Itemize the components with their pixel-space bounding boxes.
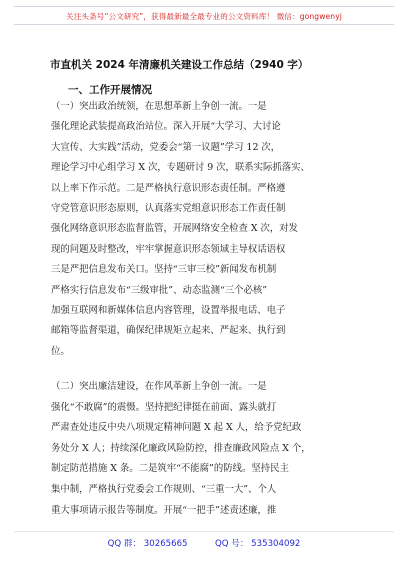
header-divider — [14, 24, 394, 25]
footer-qq-number: QQ 号： 535304092 — [215, 539, 301, 549]
paragraph-line: （一）突出政治统领，在思想革新上争创一流。一是 — [51, 101, 267, 112]
paragraph-line: 严肃查处违反中央八项规定精神问题 X 起 X 人，给予党纪政 — [51, 422, 302, 434]
paragraph-line: 强化网络意识形态监督监管，开展网络安全检查 X 次，对发 — [51, 223, 299, 235]
paragraph-line: 强化“不敢腐”的震慑。坚持把纪律挺在前面、露头就打 — [51, 401, 277, 413]
paragraph-line: 以上率下作示范。二是严格执行意识形态责任制。严格遵 — [51, 182, 286, 194]
footer-divider — [14, 531, 394, 532]
paragraph-line: 位。 — [51, 345, 70, 357]
paragraph-line: （二）突出廉洁建设，在作风革新上争创一流。一是 — [51, 381, 267, 392]
document-title: 市直机关 2024 年清廉机关建设工作总结（2940 字） — [50, 59, 309, 71]
footer-qq-group: QQ 群： 30265665 — [107, 539, 188, 549]
paragraph-line: 强化理论武装提高政治站位。深入开展“大学习、大讨论 — [51, 121, 281, 133]
footer — [0, 537, 408, 549]
paragraph-line: 加强互联网和新媒体信息内容管理，设置举报电话、电子 — [51, 305, 286, 316]
paragraph-line: 守党管意识形态原则，认真落实党组意识形态工作责任制 — [51, 203, 286, 214]
paragraph-line: 重大事项请示报告等制度。开展“一把手”述责述廉，推 — [51, 504, 277, 516]
paragraph-line: 集中制，严格执行党委会工作规则、“三重一大”、个人 — [51, 484, 277, 495]
paragraph-line: 邮箱等监督渠道，确保纪律规矩立起来、严起来、执行到 — [51, 325, 286, 337]
header-banner: 关注头条号“公文研究”，获得最新最全最专业的公文资料库！ 微信：gongwenyj — [66, 12, 342, 21]
paragraph-line: 三是严把信息发布关口。坚持“三审三校”新闻发布机制 — [51, 264, 277, 276]
paragraph-line: 务处分 X 人；持续深化廉政风险防控，排查廉政风险点 X 个， — [51, 442, 311, 454]
paragraph-line: 严格实行信息发布“三级审批”、动态监测“三个必核” — [51, 284, 268, 296]
paragraph-line: 制定防范措施 X 条。二是筑牢“不能腐”的防线。坚持民主 — [51, 463, 289, 475]
top-divider — [14, 6, 394, 7]
paragraph-line: 现的问题及时整改，牢牢掌握意识形态领域主导权话语权 — [51, 243, 286, 255]
paragraph-line: 理论学习中心组学习 X 次，专题研讨 9 次，联系实际抓落实、 — [51, 162, 310, 174]
section-heading: 一、工作开展情况 — [68, 84, 152, 96]
paragraph-line: 大宣传、大实践”活动，党委会“第一议题”学习 12 次， — [51, 141, 281, 153]
